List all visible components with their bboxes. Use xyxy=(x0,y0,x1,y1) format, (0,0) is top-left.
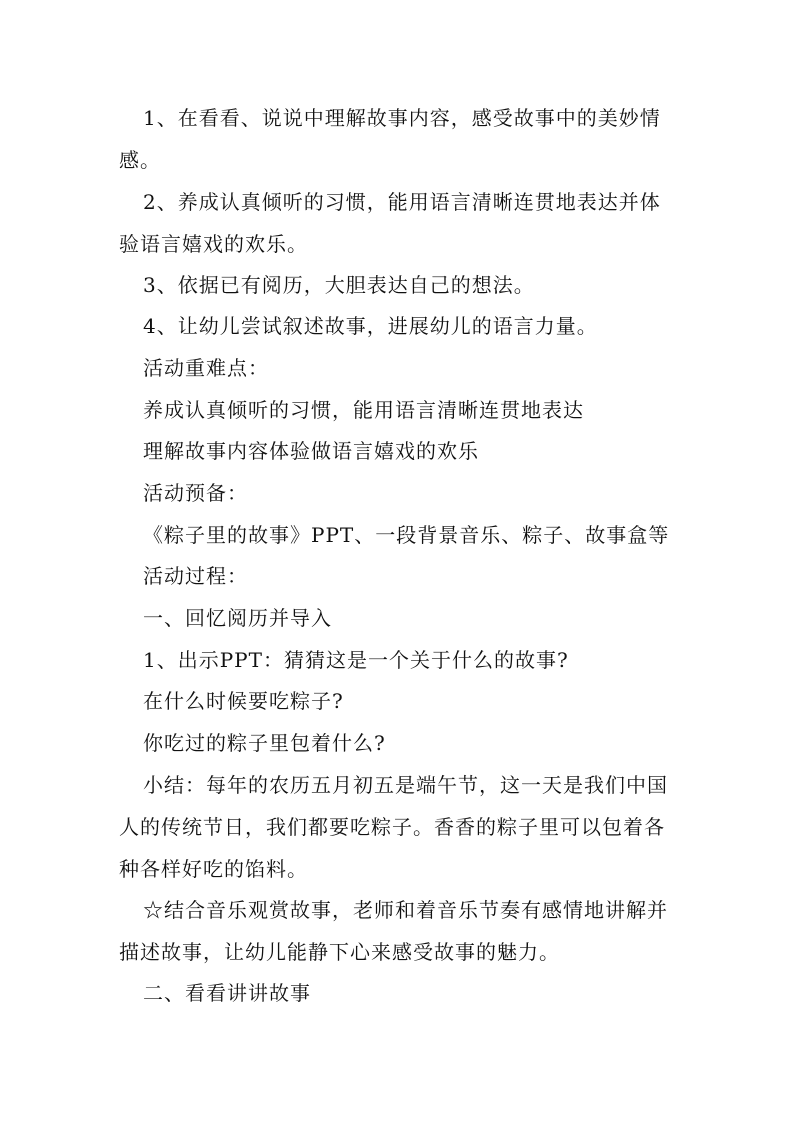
preparation-list: 《粽子里的故事》PPT、一段背景音乐、粽子、故事盒等 xyxy=(143,523,670,547)
process-step-1-heading: 一、回忆阅历并导入 xyxy=(143,606,332,630)
key-point-1: 养成认真倾听的习惯，能用语言清晰连贯地表达 xyxy=(143,398,584,422)
question-what-inside: 你吃过的粽子里包着什么? xyxy=(143,731,386,755)
section-heading-preparation: 活动预备： xyxy=(143,481,248,505)
goal-4: 4、让幼儿尝试叙述故事，进展幼儿的语言力量。 xyxy=(143,314,598,338)
goal-2: 2、养成认真倾听的习惯，能用语言清晰连贯地表达并体验语言嬉戏的欢乐。 xyxy=(119,190,661,256)
summary-paragraph: 小结：每年的农历五月初五是端午节，这一天是我们中国人的传统节日，我们都要吃粽子。香香的粽子里可以包着各种各样好吃的馅料。 xyxy=(119,773,668,881)
story-listening-paragraph: ☆结合音乐观赏故事，老师和着音乐节奏有感情地讲解并描述故事，让幼儿能静下心来感受故事的魅力。 xyxy=(119,898,668,964)
key-point-2: 理解故事内容体验做语言嬉戏的欢乐 xyxy=(143,439,479,463)
goal-1: 1、在看看、说说中理解故事内容，感受故事中的美妙情感。 xyxy=(119,106,661,172)
goal-3: 3、依据已有阅历，大胆表达自己的想法。 xyxy=(143,273,535,297)
question-when: 在什么时候要吃粽子? xyxy=(143,689,344,713)
process-step-1-item: 1、出示PPT：猜猜这是一个关于什么的故事? xyxy=(143,648,569,672)
section-heading-key-points: 活动重难点： xyxy=(143,356,269,380)
section-heading-process: 活动过程： xyxy=(143,564,248,588)
process-step-2-heading: 二、看看讲讲故事 xyxy=(143,981,311,1005)
